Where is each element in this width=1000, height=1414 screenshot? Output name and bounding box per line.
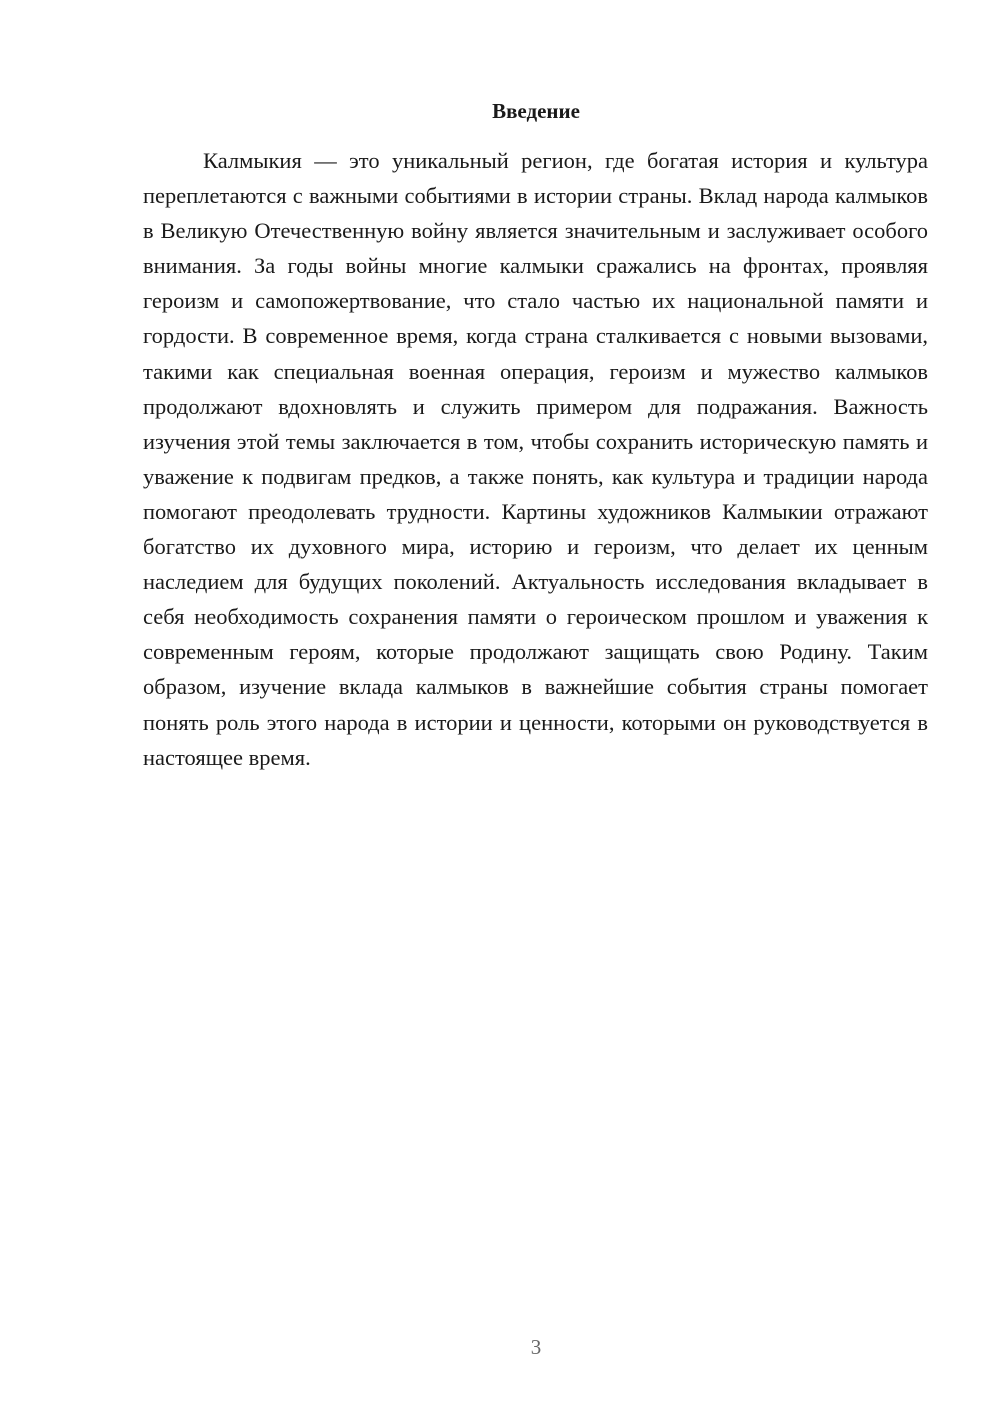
body-paragraph: Калмыкия — это уникальный регион, где богатая история и культура переплетаются с важными событиями в истории страны. Вклад народа калмыков в Великую Отечественную войну является значительным и заслуживает особого внимания. За годы войны многие калмыки сражались на фронтах, проявляя героизм и самопожертвование, что стало частью их национальной памяти и гордости. В современное время, когда страна сталкивается с новыми вызовами, такими как специальная военная операция, героизм и мужество калмыков продолжают вдохновлять и служить примером для подражания. Важность изучения этой темы заключается в том, чтобы сохранить историческую память и уважение к подвигам предков, а также понять, как культура и традиции народа помогают преодолевать трудности. Картины художников Калмыкии отражают богатство их духовного мира, историю и героизм, что делает их ценным наследием для будущих поколений. Актуальность исследования вкладывает в себя необходимость сохранения памяти о героическом прошлом и уважения к современным героям, которые продолжают защищать свою Родину. Таким образом, изучение вклада калмыков в важнейшие события страны помогает понять роль этого народа в истории и ценности, которыми он руководствуется в настоящее время. — [143, 148, 928, 770]
page-number: 3 — [530, 1335, 542, 1359]
section-title: Введение — [492, 99, 580, 123]
